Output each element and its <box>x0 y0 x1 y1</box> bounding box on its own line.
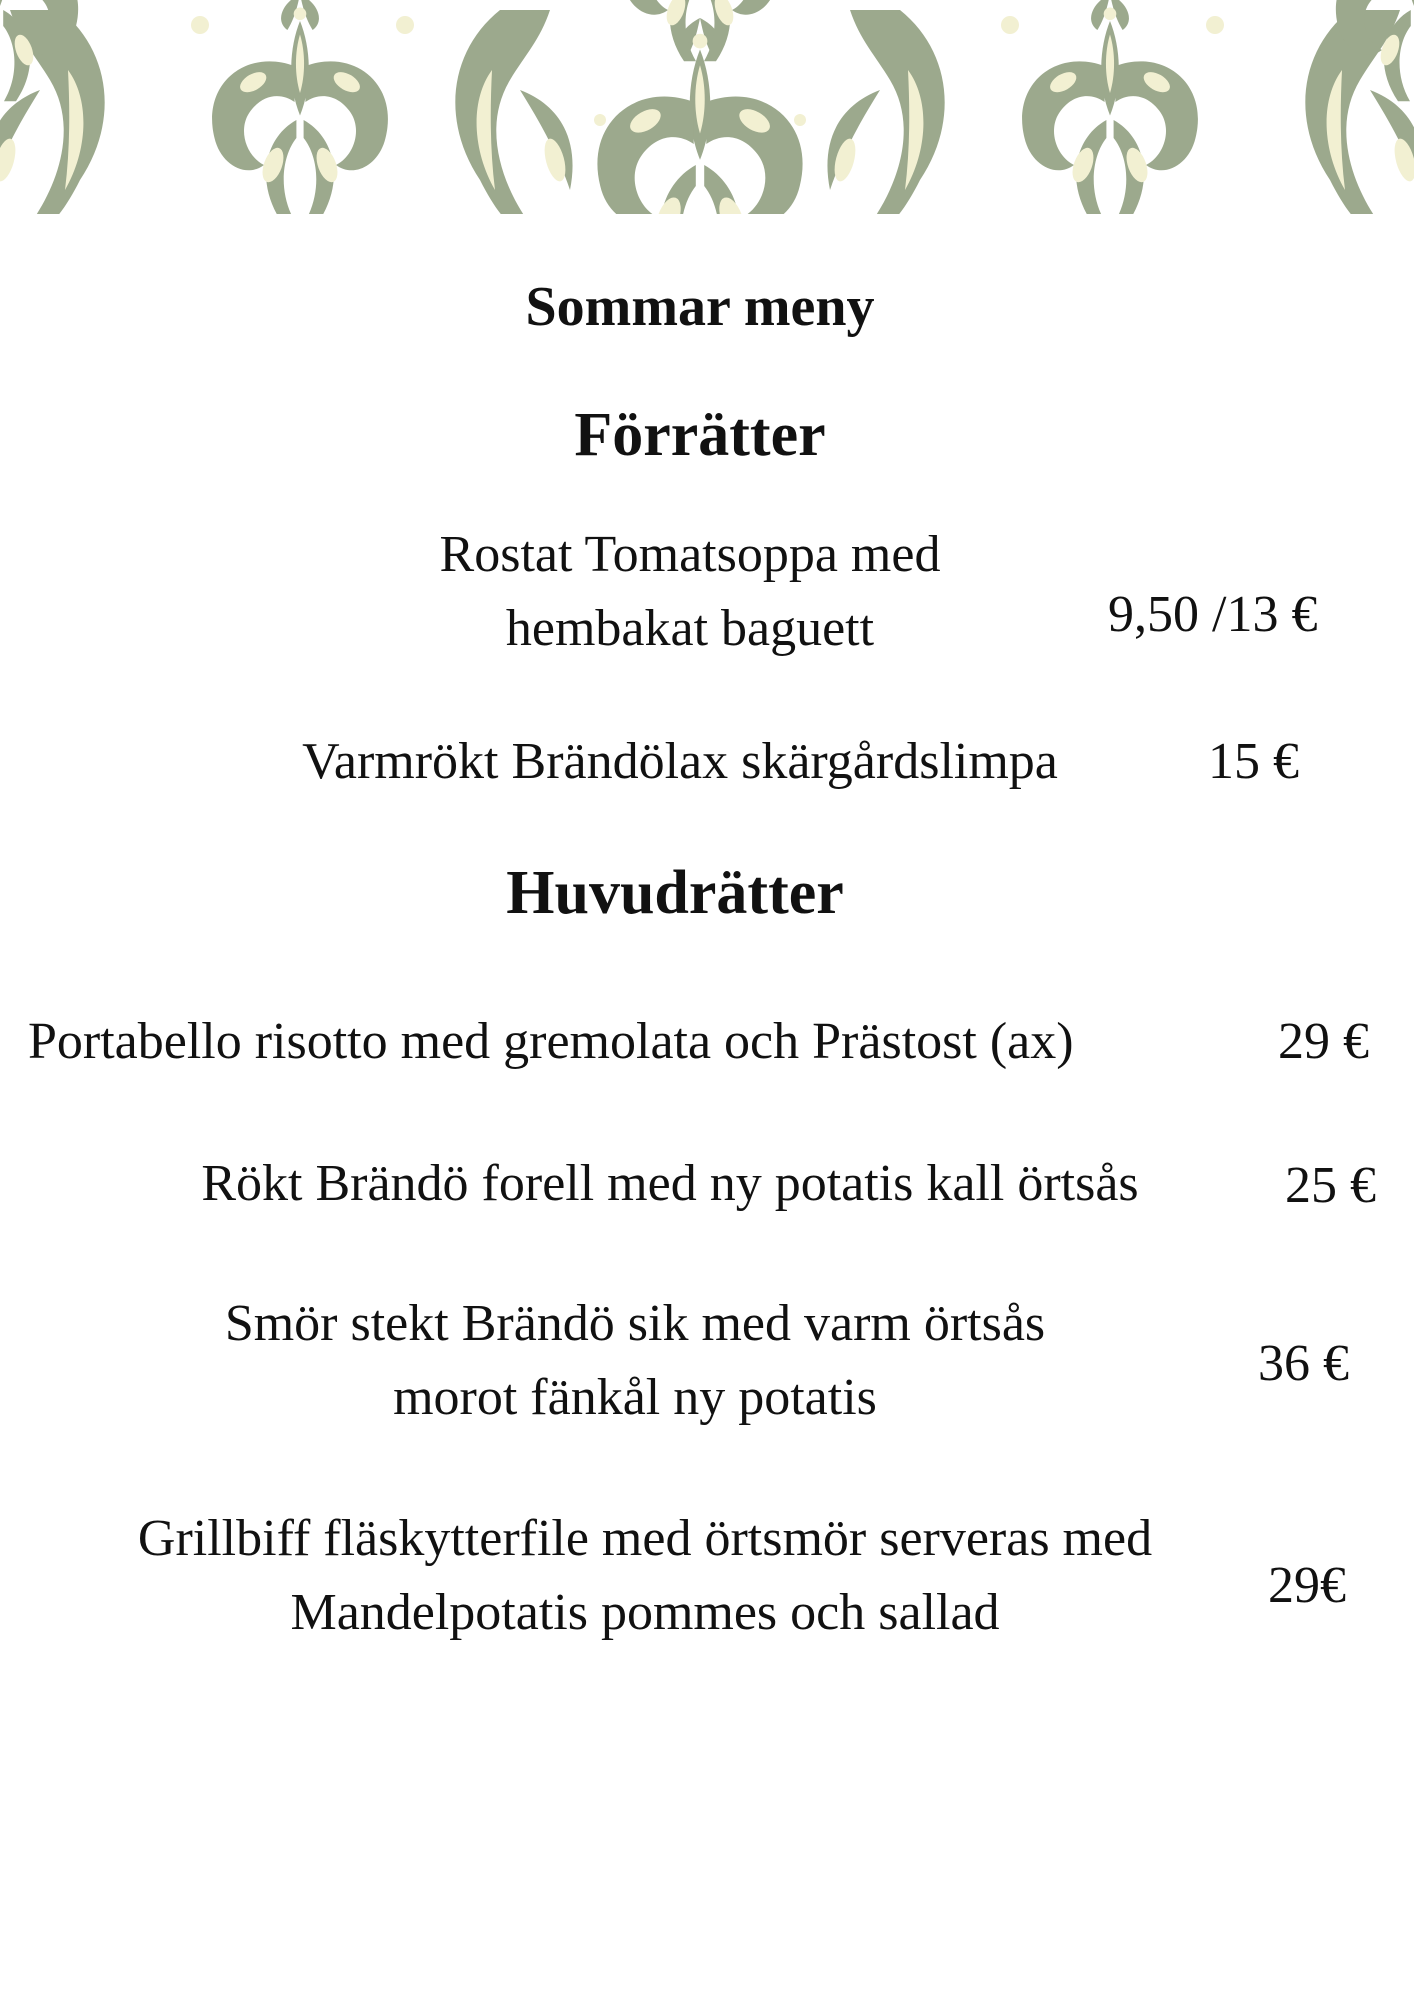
dish-line: hembakat baguett <box>505 600 875 657</box>
menu-title: Sommar meny <box>525 276 875 338</box>
dish-line: Grillbiff fläskytterfile med örtsmör serveras med <box>137 1510 1153 1567</box>
dish-line: Mandelpotatis pommes och sallad <box>290 1584 1000 1641</box>
price-smoked-trout: 25 € <box>1285 1157 1376 1214</box>
dish-smoked-trout <box>90 1147 1250 1221</box>
section-heading-mains: Huvudrätter <box>506 859 844 927</box>
dish-line: Varmrökt Brändölax skärgårdslimpa <box>302 733 1058 790</box>
dish-smoked-salmon <box>200 725 1160 799</box>
price-whitefish: 36 € <box>1258 1335 1349 1392</box>
dish-grilled-pork <box>15 1502 1275 1650</box>
dish-tomato-soup <box>290 518 1090 666</box>
price-tomato-soup: 9,50 /13 € <box>1108 586 1318 643</box>
section-heading-starters: Förrätter <box>574 401 826 469</box>
price-risotto: 29 € <box>1278 1013 1369 1070</box>
dish-risotto <box>28 1005 1288 1079</box>
dish-line: morot fänkål ny potatis <box>393 1369 877 1426</box>
damask-banner <box>0 0 1414 214</box>
dish-line: Smör stekt Brändö sik med varm örtsås <box>224 1295 1046 1352</box>
dish-line: Rökt Brändö forell med ny potatis kall örtsås <box>201 1155 1139 1212</box>
damask-ornament-icon <box>0 0 1414 214</box>
dish-whitefish <box>130 1287 1140 1435</box>
dish-line: Rostat Tomatsoppa med <box>439 526 941 583</box>
price-grilled-pork: 29€ <box>1268 1557 1346 1614</box>
dish-line: Portabello risotto med gremolata och Prästost (ax) <box>28 1013 1074 1070</box>
price-smoked-salmon: 15 € <box>1208 733 1299 790</box>
